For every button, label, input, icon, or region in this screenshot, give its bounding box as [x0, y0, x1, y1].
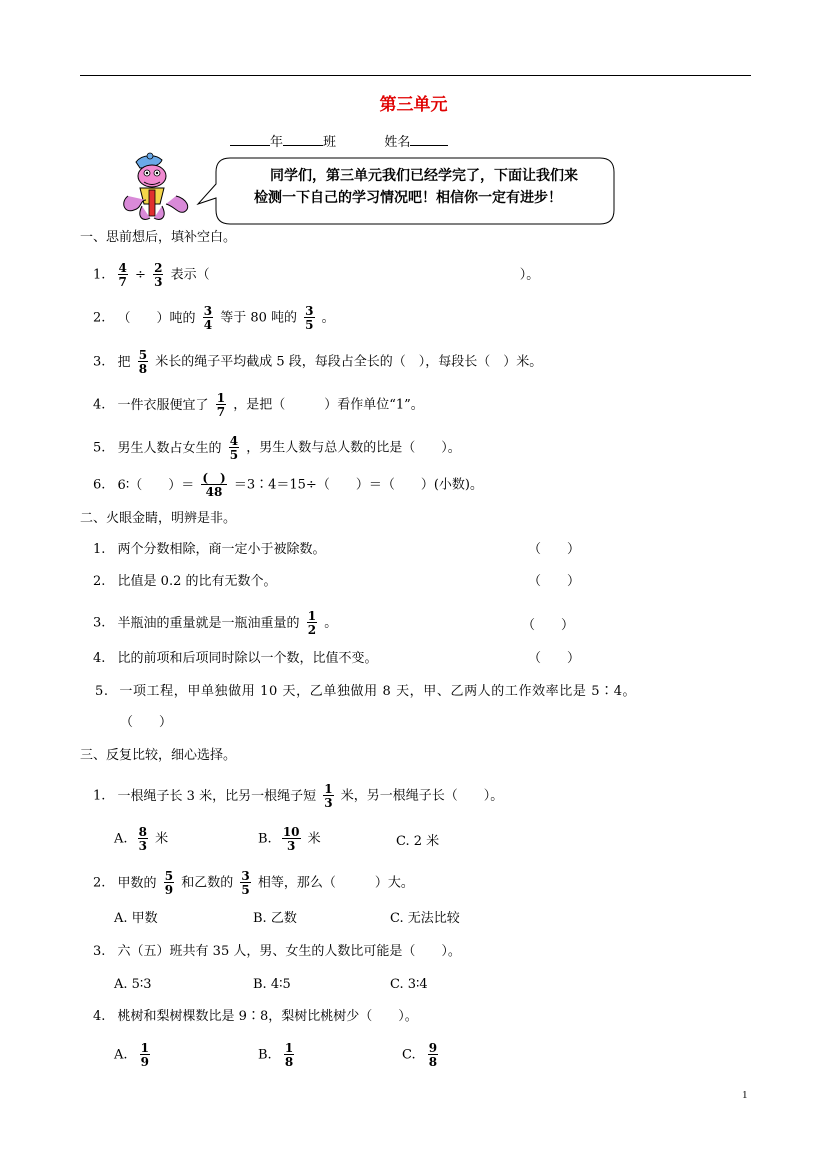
- judge-paren[interactable]: （ ）: [528, 651, 581, 666]
- name-blank[interactable]: [410, 133, 448, 146]
- s1-q1: 1. $\frac{4}{7}$ ÷ $\frac{2}{3}$ 表示（ ）。: [93, 261, 540, 289]
- fraction: $\frac{8}{3}$: [138, 825, 148, 853]
- bubble-line-1: 同学们，第三单元我们已经学完了，下面让我们来: [270, 168, 578, 184]
- s2-item-3: 3. 半瓶油的重量就是一瓶油重量的 $\frac{1}{2}$ 。: [93, 609, 338, 637]
- fraction: $\frac{10}{3}$: [282, 825, 300, 853]
- s3-q2-option-a[interactable]: A. 甲数: [114, 911, 158, 926]
- section3-heading: 三、反复比较，细心选择。: [80, 748, 237, 763]
- bubble-line-2: 检测一下自己的学习情况吧！相信你一定有进步！: [254, 190, 562, 206]
- s3-q1-option-a[interactable]: A. $\frac{8}{3}$ 米: [114, 825, 169, 853]
- s1-q5: 5. 男生人数占女生的 $\frac{4}{5}$ ，男生人数与总人数的比是（ ）。: [93, 434, 461, 462]
- judge-paren[interactable]: （ ）: [522, 618, 575, 633]
- grade-blank[interactable]: [230, 133, 270, 146]
- s2-item-5: 5. 一项工程，甲单独做用 10 天，乙单独做用 8 天，甲、乙两人的工作效率比是 5∶4。: [95, 684, 637, 699]
- fraction: $\frac{5}{8}$: [138, 348, 148, 376]
- fraction: $\frac{3}{5}$: [305, 304, 314, 332]
- header-fields: 年 班 姓名: [230, 133, 448, 151]
- s3-q2: 2. 甲数的 $\frac{5}{9}$ 和乙数的 $\frac{3}{5}$ 相等，那么（ ）大。: [93, 869, 414, 897]
- judge-paren[interactable]: （ ）: [120, 715, 173, 730]
- s3-q4-option-b[interactable]: B. $\frac{1}{8}$: [258, 1041, 294, 1069]
- s3-q4: 4. 桃树和梨树棵数比是 9∶8，梨树比桃树少（ ）。: [93, 1009, 418, 1024]
- section1-heading: 一、思前想后，填补空白。: [80, 230, 237, 245]
- s2-item-1: 1. 两个分数相除，商一定小于被除数。: [93, 542, 326, 557]
- mascot-icon: [120, 152, 200, 224]
- fraction: $\frac{( )}{48}$: [202, 471, 226, 499]
- s3-q4-option-c[interactable]: C. $\frac{9}{8}$: [402, 1041, 438, 1069]
- s3-q3-option-c[interactable]: C. 3∶4: [390, 977, 428, 992]
- s3-q2-option-b[interactable]: B. 乙数: [253, 911, 297, 926]
- fraction: $\frac{3}{5}$: [241, 869, 250, 897]
- s3-q3-option-a[interactable]: A. 5∶3: [114, 977, 152, 992]
- s3-q2-option-c[interactable]: C. 无法比较: [390, 911, 460, 926]
- fraction: $\frac{4}{5}$: [229, 434, 239, 462]
- judge-paren[interactable]: （ ）: [528, 574, 581, 589]
- fraction: $\frac{1}{7}$: [216, 391, 226, 419]
- s3-q3-option-b[interactable]: B. 4∶5: [253, 977, 291, 992]
- page-title: 第三单元: [379, 95, 448, 115]
- fraction: $\frac{1}{2}$: [307, 609, 317, 637]
- s3-q1-option-c[interactable]: C. 2 米: [396, 834, 440, 849]
- s3-q1-option-b[interactable]: B. $\frac{10}{3}$ 米: [258, 825, 321, 853]
- section2-heading: 二、火眼金睛，明辨是非。: [80, 511, 237, 526]
- fraction: $\frac{1}{8}$: [284, 1041, 294, 1069]
- fraction: $\frac{3}{4}$: [203, 304, 213, 332]
- s1-q6: 6. 6∶（ ）＝ $\frac{( )}{48}$ ＝3∶4＝15÷（ ）＝（ ）(小数)。: [93, 471, 483, 499]
- s1-q4: 4. 一件衣服便宜了 $\frac{1}{7}$ ，是把（ ）看作单位“1”。: [93, 391, 424, 419]
- s2-item-4: 4. 比的前项和后项同时除以一个数，比值不变。: [93, 651, 378, 666]
- fraction: $\frac{2}{3}$: [154, 261, 163, 289]
- fraction: $\frac{5}{9}$: [164, 869, 174, 897]
- page-number: 1: [742, 1089, 748, 1101]
- fraction: $\frac{1}{3}$: [324, 782, 333, 810]
- fraction: $\frac{1}{9}$: [140, 1041, 150, 1069]
- s1-q2: 2. （ ）吨的 $\frac{3}{4}$ 等于 80 吨的 $\frac{3}{5}$ 。: [93, 304, 335, 332]
- name-label: 姓名: [384, 135, 411, 150]
- s2-item-2: 2. 比值是 0.2 的比有无数个。: [93, 574, 277, 589]
- s3-q3: 3. 六（五）班共有 35 人，男、女生的人数比可能是（ ）。: [93, 944, 461, 959]
- fraction: $\frac{9}{8}$: [428, 1041, 438, 1069]
- s3-q4-option-a[interactable]: A. $\frac{1}{9}$: [114, 1041, 150, 1069]
- top-rule: [80, 75, 751, 76]
- fraction: $\frac{4}{7}$: [118, 261, 127, 289]
- judge-paren[interactable]: （ ）: [528, 542, 581, 557]
- s3-q1: 1. 一根绳子长 3 米，比另一根绳子短 $\frac{1}{3}$ 米，另一根绳子长（ ）。: [93, 782, 504, 810]
- s1-q3: 3. 把 $\frac{5}{8}$ 米长的绳子平均截成 5 段，每段占全长的（ ），每段长（ ）米。: [93, 348, 543, 376]
- class-blank[interactable]: [283, 133, 323, 146]
